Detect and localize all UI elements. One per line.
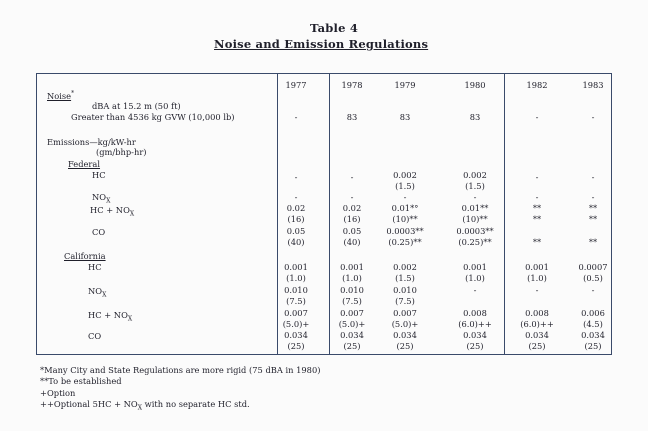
table-title: Table 4 [310, 21, 359, 35]
cal-nox-1983: - [591, 285, 595, 295]
cal-nox-paren-1979: (7.5) [395, 296, 415, 306]
california-nox-label [88, 286, 107, 299]
california-hcnox-text: HC + NO [88, 310, 128, 320]
emissions-label: Emissions—kg/kW-hr [47, 137, 136, 147]
federal-co-label: CO [92, 227, 106, 237]
cal-co-1977: 0.034 [284, 330, 308, 340]
footnote-4-sub: X [137, 404, 143, 412]
footnote-4-text: ++Optional 5HC + NO [40, 399, 138, 409]
fed-hc-1980: 0.002 [463, 170, 487, 180]
left-rule [36, 73, 37, 354]
year-1978: 1978 [341, 80, 363, 90]
fed-hcnox-paren-1977: (16) [287, 214, 305, 224]
noise-1977: - [294, 112, 298, 122]
fed-co-1979: 0.0003** [386, 226, 424, 236]
fed-hcnox-1979: 0.01*° [391, 203, 419, 213]
fed-hc-1979: 0.002 [393, 170, 417, 180]
federal-nox-text: NO [92, 192, 107, 202]
california-hcnox-label [88, 310, 133, 323]
fed-hcnox-paren-1980: (10)** [462, 214, 488, 224]
fed-co-paren-1977: (40) [287, 237, 305, 247]
california-hcnox-sub: X [127, 315, 133, 323]
cal-hc-paren-1983: (0.5) [583, 273, 603, 283]
footnote-2: **To be established [40, 376, 122, 386]
noise-1983: - [591, 112, 595, 122]
year-1979: 1979 [394, 80, 416, 90]
california-co-label: CO [88, 331, 102, 341]
cal-hc-paren-1979: (1.5) [395, 273, 415, 283]
footnote-1: *Many City and State Regulations are more rigid (75 dBA in 1980) [40, 365, 321, 375]
fed-nox-1980: - [473, 192, 477, 202]
fed-hcnox-1978: 0.02 [342, 203, 362, 213]
fed-hcnox-paren-1978: (16) [343, 214, 361, 224]
cal-hc-paren-1977: (1.0) [286, 273, 306, 283]
fed-nox-1978: - [350, 192, 354, 202]
california-hc-label: HC [88, 262, 102, 272]
footnote-4 [40, 399, 250, 412]
fed-nox-1979: - [403, 192, 407, 202]
footnote-4-tail: with no separate HC std. [144, 399, 250, 409]
federal-label: Federal [68, 159, 101, 169]
cal-nox-1978: 0.010 [340, 285, 364, 295]
cal-co-1983: 0.034 [581, 330, 605, 340]
cal-nox-1980: - [473, 285, 477, 295]
divider-1982 [504, 73, 505, 354]
fed-co-1977: 0.05 [286, 226, 306, 236]
table-subtitle: Noise and Emission Regulations [214, 37, 429, 51]
cal-hcnox-paren-1978: (5.0)+ [338, 319, 366, 329]
cal-co-1982: 0.034 [525, 330, 549, 340]
cal-hcnox-paren-1980: (6.0)++ [458, 319, 492, 329]
cal-hc-1978: 0.001 [340, 262, 364, 272]
cal-hcnox-1978: 0.007 [340, 308, 364, 318]
cal-co-paren-1977: (25) [287, 341, 305, 351]
top-rule [36, 73, 612, 74]
cal-hcnox-1983: 0.006 [581, 308, 605, 318]
noise-1978: 83 [346, 112, 358, 122]
cal-hcnox-1980: 0.008 [463, 308, 487, 318]
noise-1982: - [535, 112, 539, 122]
fed-hcnox-1980: 0.01** [461, 203, 489, 213]
cal-nox-paren-1977: (7.5) [286, 296, 306, 306]
cal-co-1980: 0.034 [463, 330, 487, 340]
fed-co-1980: 0.0003** [456, 226, 494, 236]
year-1982: 1982 [526, 80, 548, 90]
fed-co-paren-1983: ** [588, 237, 598, 247]
cal-hcnox-paren-1979: (5.0)+ [391, 319, 419, 329]
fed-hcnox-paren-1979: (10)** [392, 214, 418, 224]
federal-hcnox-text: HC + NO [90, 205, 130, 215]
cal-co-paren-1978: (25) [343, 341, 361, 351]
fed-hc-dash-1983: - [591, 172, 595, 182]
year-1983: 1983 [582, 80, 604, 90]
fed-hc-1978: - [350, 172, 354, 182]
cal-hcnox-1982: 0.008 [525, 308, 549, 318]
noise-1979: 83 [399, 112, 411, 122]
cal-nox-1982: - [535, 285, 539, 295]
federal-hc-label: HC [92, 170, 106, 180]
cal-hcnox-paren-1983: (4.5) [583, 319, 603, 329]
cal-nox-1977: 0.010 [284, 285, 308, 295]
federal-nox-sub: X [106, 197, 111, 205]
fed-hc-dash-1982: - [535, 172, 539, 182]
fed-hcnox-1983: ** [588, 203, 598, 213]
cal-hcnox-paren-1977: (5.0)+ [282, 319, 310, 329]
federal-hcnox-label [90, 205, 135, 218]
noise-mark: * [71, 90, 75, 98]
cal-co-1978: 0.034 [340, 330, 364, 340]
noise-1980: 83 [469, 112, 481, 122]
fed-co-paren-1978: (40) [343, 237, 361, 247]
noise-unit-line: dBA at 15.2 m (50 ft) [92, 101, 181, 111]
cal-hcnox-paren-1982: (6.0)++ [520, 319, 554, 329]
cal-hc-1979: 0.002 [393, 262, 417, 272]
noise-weight-line: Greater than 4536 kg GVW (10,000 lb) [71, 112, 235, 122]
fed-hcnox-paren-1983: ** [588, 214, 598, 224]
cal-nox-1979: 0.010 [393, 285, 417, 295]
cal-co-paren-1983: (25) [584, 341, 602, 351]
federal-hcnox-sub: X [129, 210, 135, 218]
fed-co-paren-1979: (0.25)** [388, 237, 422, 247]
cal-nox-paren-1978: (7.5) [342, 296, 362, 306]
cal-hc-paren-1982: (1.0) [527, 273, 547, 283]
fed-nox-1977: - [294, 192, 298, 202]
fed-co-1978: 0.05 [342, 226, 362, 236]
cal-co-paren-1979: (25) [396, 341, 414, 351]
cal-co-paren-1982: (25) [528, 341, 546, 351]
fed-hcnox-1982: ** [532, 203, 542, 213]
year-1980: 1980 [464, 80, 486, 90]
california-label: California [64, 251, 106, 261]
noise-label [47, 91, 74, 101]
fed-hcnox-1977: 0.02 [286, 203, 306, 213]
bottom-rule [36, 354, 612, 355]
year-1977: 1977 [285, 80, 307, 90]
cal-hc-1977: 0.001 [284, 262, 308, 272]
cal-hcnox-1979: 0.007 [393, 308, 417, 318]
fed-hc-paren-1980: (1.5) [465, 181, 485, 191]
cal-hc-paren-1980: (1.0) [465, 273, 485, 283]
federal-nox-label [92, 192, 111, 205]
cal-co-paren-1980: (25) [466, 341, 484, 351]
cal-hc-paren-1978: (1.0) [342, 273, 362, 283]
fed-nox-1982: - [535, 192, 539, 202]
fed-hc-1977: - [294, 172, 298, 182]
cal-hc-1980: 0.001 [463, 262, 487, 272]
cal-hcnox-1977: 0.007 [284, 308, 308, 318]
emissions-unit: (gm/bhp-hr) [96, 147, 147, 157]
california-nox-sub: X [102, 291, 107, 299]
noise-label-text: Noise [47, 91, 72, 101]
fed-co-paren-1980: (0.25)** [458, 237, 492, 247]
cal-hc-1982: 0.001 [525, 262, 549, 272]
fed-co-paren-1982: ** [532, 237, 542, 247]
cal-co-1979: 0.034 [393, 330, 417, 340]
fed-hcnox-paren-1982: ** [532, 214, 542, 224]
california-nox-text: NO [88, 286, 103, 296]
fed-hc-paren-1979: (1.5) [395, 181, 415, 191]
cal-hc-1983: 0.0007 [578, 262, 608, 272]
footnote-3: +Option [40, 388, 76, 398]
fed-nox-1983: - [591, 192, 595, 202]
